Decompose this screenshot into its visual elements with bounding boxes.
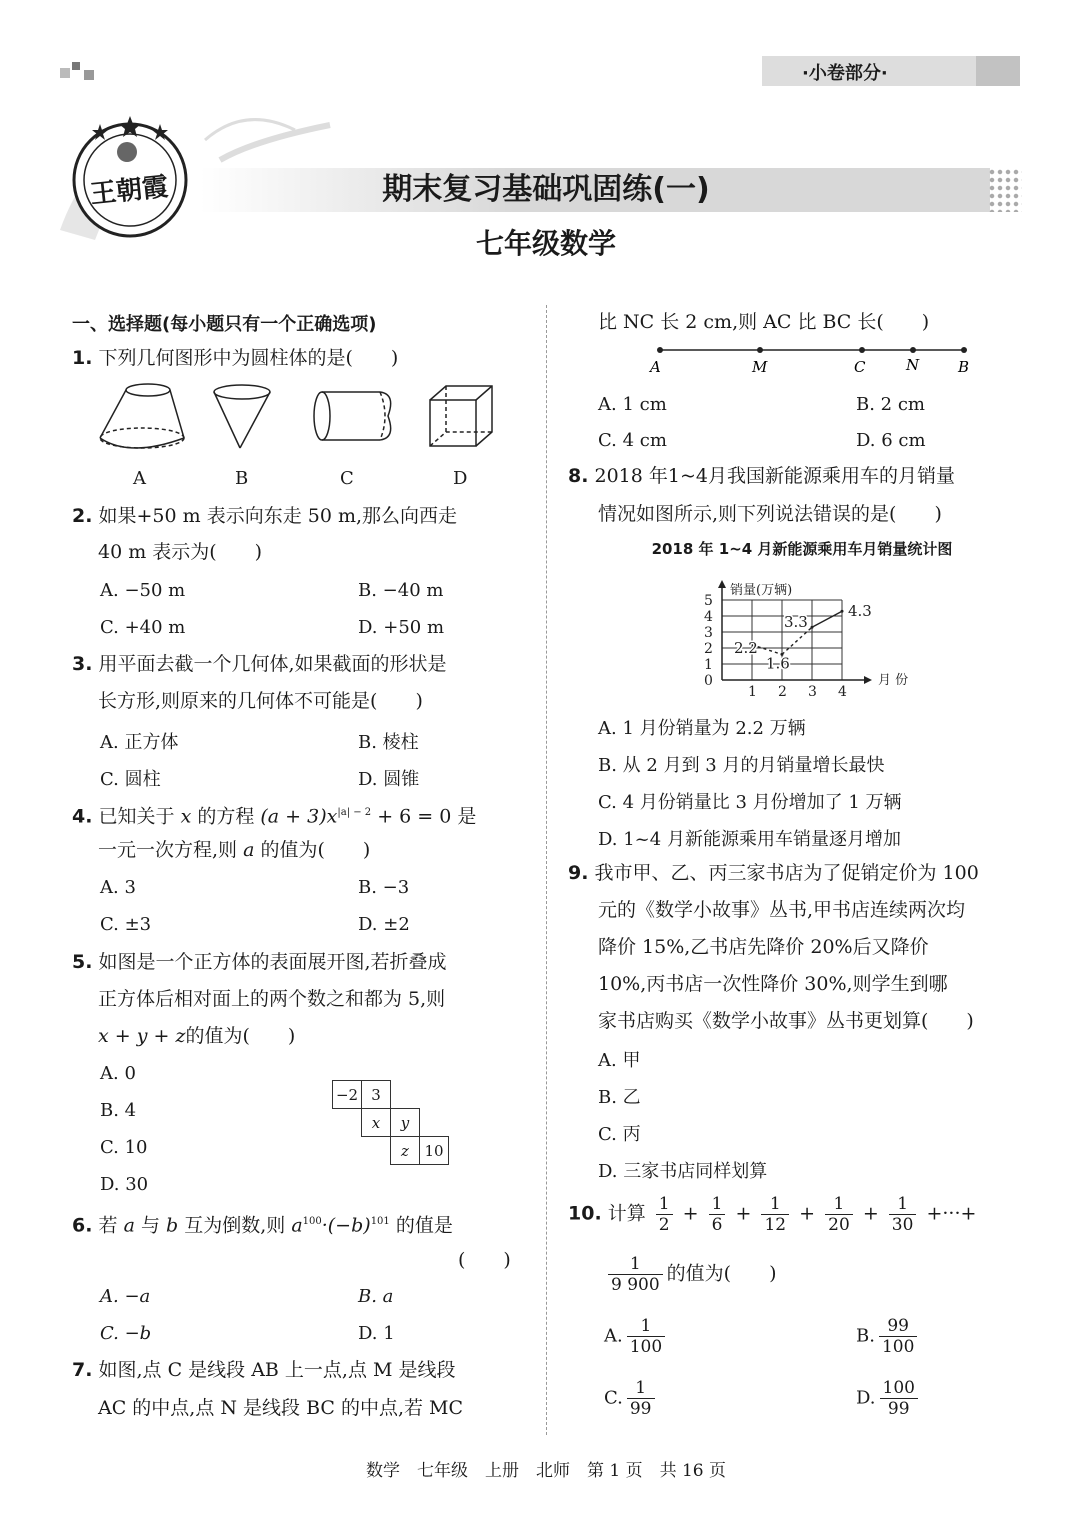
fraction: $\frac{1}{6}$ [709, 1194, 726, 1235]
option-b: B. $\frac{99}{100}$ [856, 1316, 921, 1357]
option-a: A. −a [100, 1286, 151, 1307]
segment-figure [640, 340, 980, 380]
question-9 [568, 855, 979, 891]
question-text: 的值是 [395, 1214, 453, 1237]
cube-figure [430, 386, 492, 446]
option-a: A. 甲 [598, 1050, 641, 1071]
question-text: 若 [98, 1214, 118, 1237]
option-c: C. −b [100, 1323, 152, 1344]
x-axis-label: 月 份 [878, 673, 909, 688]
plus-sign: + [862, 1202, 879, 1225]
section-heading: 一、选择题(每小题只有一个正确选项) [72, 314, 377, 335]
option-b: B. 乙 [598, 1087, 641, 1108]
option-c: C. 4 月份销量比 3 月份增加了 1 万辆 [598, 792, 902, 813]
option-a: A. $\frac{1}{100}$ [604, 1316, 669, 1357]
question-2 [72, 498, 457, 534]
net-cell: 3 [362, 1081, 391, 1109]
point-label: N [906, 356, 920, 374]
question-number: 4. [72, 805, 93, 828]
data-label: 1.6 [766, 654, 790, 673]
plus-sign: + [799, 1202, 816, 1225]
question-7 [72, 1352, 456, 1388]
question-number: 7. [72, 1359, 93, 1381]
q1-label-a: A [133, 468, 146, 489]
x-tick-label: 1 [748, 684, 757, 700]
option-b: B. −3 [358, 877, 410, 898]
option-a: A. 1 cm [598, 394, 667, 415]
question-text: 已知关于 [98, 805, 175, 828]
fraction: $\frac{1}{20}$ [825, 1194, 853, 1235]
y-tick-label: 3 [704, 625, 713, 641]
question-text: 2018 年1~4月我国新能源乘用车的月销量 [594, 465, 955, 487]
question-text: 元的《数学小故事》丛书,甲书店连续两次均 [598, 899, 966, 921]
option-d: D. 6 cm [856, 430, 926, 451]
math-var: a [243, 839, 255, 861]
option-c: C. $\frac{1}{99}$ [604, 1378, 659, 1419]
option-b: B. a [358, 1286, 394, 1307]
x-axis-arrow [864, 676, 872, 684]
point-label: A [650, 358, 661, 376]
net-cell: z [391, 1137, 420, 1165]
y-axis-arrow [718, 580, 726, 588]
question-text-line2 [604, 1254, 777, 1295]
y-tick-label: 2 [704, 641, 713, 657]
header-pattern-squares [60, 62, 100, 82]
cone-figure [214, 385, 270, 448]
question-text: 互为倒数,则 [184, 1214, 286, 1237]
fraction: $\frac{1}{9 900}$ [608, 1254, 663, 1295]
page-title: 期末复习基础巩固练(一) [382, 172, 710, 207]
data-label: 4.3 [848, 602, 872, 621]
option-c: C. +40 m [100, 617, 186, 638]
page-footer: 数学 七年级 上册 北师 第 1 页 共 16 页 [365, 1461, 727, 1481]
math-exponent: 100 [302, 1216, 322, 1227]
option-d: D. 30 [100, 1174, 149, 1195]
fraction: $\frac{1}{30}$ [889, 1194, 917, 1235]
question-8 [568, 458, 955, 494]
header-tag: ·小卷部分· [802, 63, 888, 84]
option-d: D. 1 [358, 1323, 395, 1344]
question-text: 下列几何图形中为圆柱体的是( ) [98, 347, 399, 369]
math-var: a [123, 1214, 135, 1237]
question-text: 降价 15%,乙书店先降价 20%后又降价 [598, 936, 929, 958]
brand-logo-text: 王朝霞 [88, 171, 170, 210]
question-5 [72, 944, 447, 980]
question-number: 3. [72, 653, 93, 675]
net-cell: −2 [333, 1081, 362, 1109]
option-a: A. 0 [100, 1063, 136, 1084]
option-c: C. 圆柱 [100, 769, 161, 790]
plus-sign: + [735, 1202, 752, 1225]
fraction: $\frac{1}{2}$ [656, 1194, 673, 1235]
x-tick-label: 2 [778, 684, 787, 700]
option-c: C. ±3 [100, 914, 152, 935]
plus-sign: + [682, 1202, 699, 1225]
question-number: 6. [72, 1214, 93, 1237]
question-text: 长方形,则原来的几何体不可能是( ) [98, 690, 423, 712]
question-text: 如图,点 C 是线段 AB 上一点,点 M 是线段 [98, 1359, 456, 1381]
net-cell: 10 [420, 1137, 449, 1165]
option-b: B. 棱柱 [358, 732, 419, 753]
question-text: 我市甲、乙、丙三家书店为了促销定价为 100 [594, 862, 979, 884]
option-d: D. 圆锥 [358, 769, 420, 790]
option-a: A. 3 [100, 877, 136, 898]
y-tick-label: 1 [704, 657, 713, 673]
column-divider [546, 305, 547, 1435]
option-b: B. 4 [100, 1100, 137, 1121]
math-var: b [166, 1214, 179, 1237]
question-number: 5. [72, 951, 93, 973]
question-number: 8. [568, 465, 589, 487]
y-tick-label: 0 [704, 673, 713, 689]
question-text: 40 m 表示为( ) [98, 541, 263, 563]
question-6 [72, 1204, 453, 1243]
question-10 [568, 1194, 976, 1235]
y-tick-label: 5 [704, 593, 713, 609]
question-text: 的值为( ) [185, 1025, 296, 1047]
option-b: B. 2 cm [856, 394, 925, 415]
math-expr: (a + 3)x [260, 805, 338, 828]
cylinder-figure [314, 392, 391, 440]
cube-net [332, 1080, 449, 1165]
question-4 [72, 795, 476, 834]
option-d: D. 三家书店同样划算 [598, 1161, 768, 1182]
x-tick-label: 4 [838, 684, 847, 700]
math-expr: + 6 = 0 是 [377, 805, 477, 828]
math-expr: x + y + z [98, 1025, 186, 1047]
option-a: A. 正方体 [100, 732, 179, 753]
question-text: 正方体后相对面上的两个数之和都为 5,则 [98, 988, 446, 1010]
math-var: a [291, 1214, 303, 1237]
question-number: 2. [72, 505, 93, 527]
option-d: D. +50 m [358, 617, 445, 638]
question-text: 的方程 [197, 805, 255, 828]
question-text: 家书店购买《数学小故事》丛书更划算( ) [598, 1010, 974, 1032]
q1-shapes [90, 378, 510, 458]
math-exponent: |a| − 2 [337, 807, 372, 818]
math-exponent: 101 [370, 1216, 390, 1227]
question-text: 比 NC 长 2 cm,则 AC 比 BC 长( ) [598, 311, 930, 333]
frustum-figure [100, 384, 184, 448]
net-cell: x [362, 1109, 391, 1137]
q1-label-b: B [235, 468, 249, 489]
question-text: AC 的中点,点 N 是线段 BC 的中点,若 MC [98, 1397, 464, 1419]
question-text: 10%,丙书店一次性降价 30%,则学生到哪 [598, 973, 948, 995]
option-b: B. 从 2 月到 3 月的月销量增长最快 [598, 755, 885, 776]
option-c: C. 4 cm [598, 430, 667, 451]
ellipsis: +···+ [926, 1202, 977, 1225]
question-text: 用平面去截一个几何体,如果截面的形状是 [98, 653, 447, 675]
question-text: 如果+50 m 表示向东走 50 m,那么向西走 [98, 505, 458, 527]
option-a: A. −50 m [100, 580, 186, 601]
option-c: C. 10 [100, 1137, 148, 1158]
q1-label-d: D [453, 468, 468, 489]
question-number: 1. [72, 347, 93, 369]
option-a: A. 1 月份销量为 2.2 万辆 [598, 718, 806, 739]
point-label: C [854, 358, 866, 376]
data-point [811, 626, 814, 629]
header-tab [762, 56, 1020, 86]
option-d: D. 1~4 月新能源乘用车销量逐月增加 [598, 829, 901, 850]
data-label: 3.3 [784, 613, 808, 632]
series-segment [812, 611, 842, 627]
math-var: x [180, 805, 192, 828]
question-text: 与 [140, 1214, 160, 1237]
option-b: B. −40 m [358, 580, 444, 601]
point-label: B [958, 358, 970, 376]
answer-paren: ( ) [458, 1249, 511, 1271]
option-d: D. ±2 [358, 914, 410, 935]
x-tick-label: 3 [808, 684, 817, 700]
question-text: 一元一次方程,则 [98, 839, 238, 861]
y-axis-label: 销量(万辆) [730, 583, 793, 598]
sales-chart [690, 556, 930, 704]
page-subtitle: 七年级数学 [475, 227, 616, 260]
question-text: 情况如图所示,则下列说法错误的是( ) [598, 503, 942, 525]
question-3 [72, 646, 447, 682]
question-text: 如图是一个正方体的表面展开图,若折叠成 [98, 951, 447, 973]
question-text: 计算 [607, 1202, 646, 1225]
data-point [841, 610, 844, 613]
question-number: 9. [568, 862, 589, 884]
question-text: 的值为( ) [666, 1262, 777, 1285]
point-label: M [752, 358, 768, 376]
question-text-line3 [98, 1018, 295, 1054]
net-cell: y [391, 1109, 420, 1137]
question-1 [72, 340, 398, 376]
data-label: 2.2 [734, 638, 758, 657]
chart-title: 2018 年 1~4 月新能源乘用车月销量统计图 [651, 540, 953, 558]
math-expr: ·(−b) [321, 1214, 371, 1237]
question-text-line2 [98, 832, 370, 868]
option-d: D. $\frac{100}{99}$ [856, 1378, 922, 1419]
question-number: 10. [568, 1202, 602, 1225]
fraction: $\frac{1}{12}$ [761, 1194, 789, 1235]
series-segment [782, 627, 812, 654]
q1-label-c: C [340, 468, 354, 489]
y-tick-label: 4 [704, 609, 713, 625]
option-c: C. 丙 [598, 1124, 641, 1145]
question-text: 的值为( ) [260, 839, 371, 861]
